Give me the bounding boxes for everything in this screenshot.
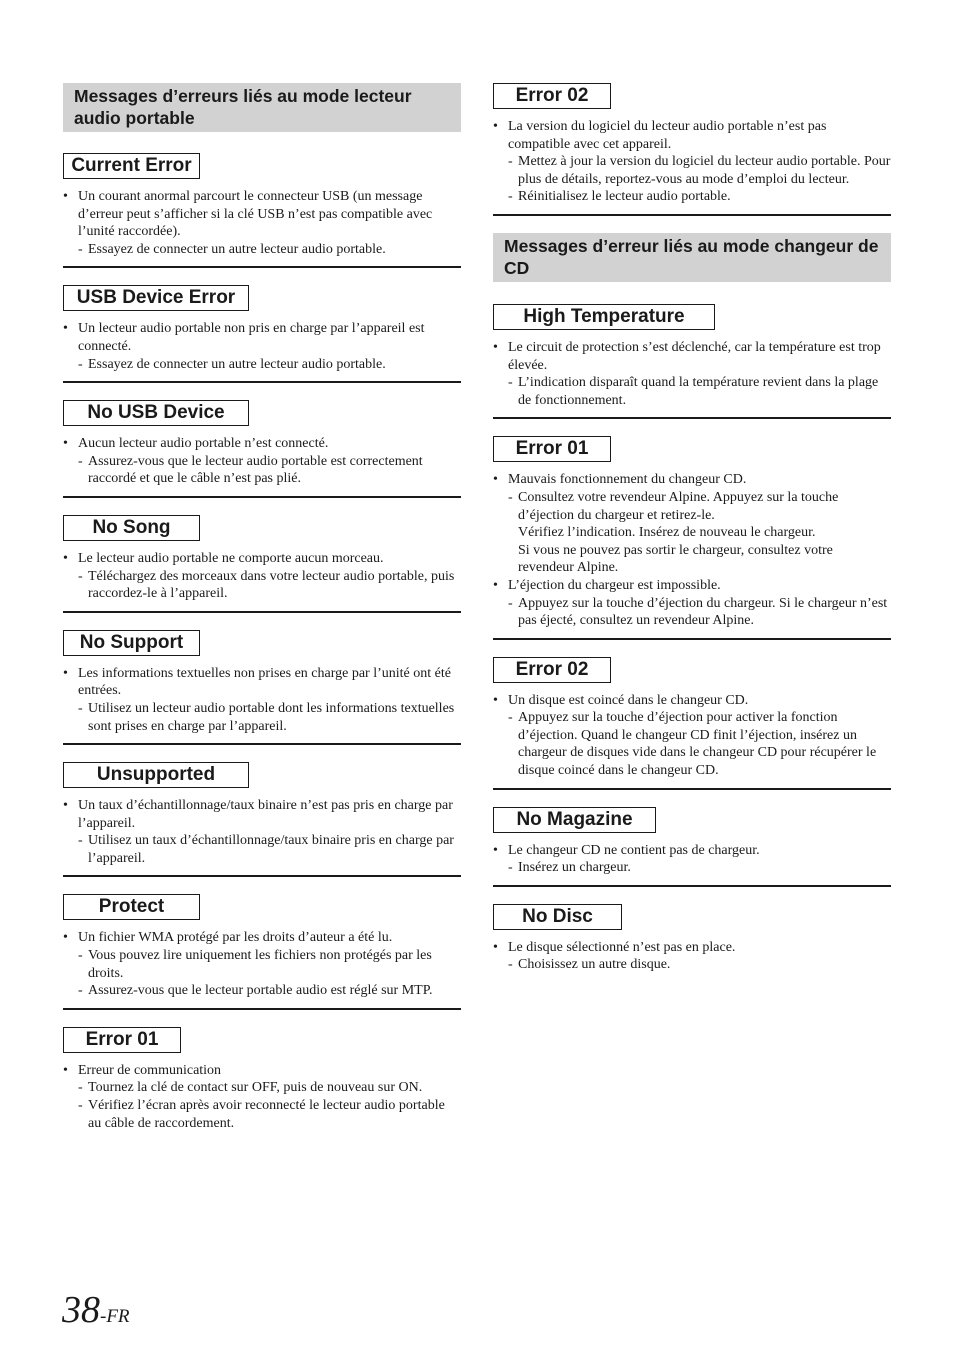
error-entry	[63, 400, 461, 498]
error-title: Error 02	[493, 83, 611, 109]
bullet-item: • Un fichier WMA protégé par les droits d’auteur a été lu.	[63, 929, 461, 947]
error-entry	[493, 657, 891, 790]
left-entries	[63, 153, 461, 1140]
error-title: High Temperature	[493, 304, 715, 330]
remedy-item: - Insérez un chargeur.	[493, 859, 891, 877]
bullet-item: • L’éjection du chargeur est impossible.	[493, 577, 891, 595]
error-entry	[63, 515, 461, 613]
remedy-item: - Assurez-vous que le lecteur audio portable est correctement raccordé et que le câble n’est pas plié.	[63, 453, 461, 488]
page-number-suffix: -FR	[100, 1306, 130, 1327]
bullet-item: • Mauvais fonctionnement du changeur CD.	[493, 471, 891, 489]
error-title: Current Error	[63, 153, 200, 179]
bullet-item: • Le disque sélectionné n’est pas en place.	[493, 939, 891, 957]
remedy-item: - Téléchargez des morceaux dans votre lecteur audio portable, puis raccordez-le à l’appareil.	[63, 568, 461, 603]
bullet-item: • Le circuit de protection s’est déclenché, car la température est trop élevée.	[493, 339, 891, 374]
remedy-item: - Choisissez un autre disque.	[493, 956, 891, 974]
remedy-item: - Réinitialisez le lecteur audio portable.	[493, 188, 891, 206]
section-heading-portable-audio: Messages d’erreurs liés au mode lecteur audio portable	[63, 83, 461, 132]
error-description	[63, 665, 461, 735]
right-entries	[493, 304, 891, 982]
error-description	[63, 1062, 461, 1132]
remedy-item: - Essayez de connecter un autre lecteur audio portable.	[63, 356, 461, 374]
error-entry	[63, 1027, 461, 1140]
error-description	[63, 929, 461, 999]
bullet-item: • Un courant anormal parcourt le connecteur USB (un message d’erreur peut s’afficher si la clé USB n’est pas compatible avec l’unité raccordée).	[63, 188, 461, 241]
right-top-entries	[493, 83, 891, 216]
error-entry	[493, 436, 891, 639]
remedy-item: - Essayez de connecter un autre lecteur audio portable.	[63, 241, 461, 259]
remedy-item: - Assurez-vous que le lecteur portable audio est réglé sur MTP.	[63, 982, 461, 1000]
error-title: No USB Device	[63, 400, 249, 426]
right-column	[493, 83, 891, 999]
error-description	[493, 118, 891, 206]
remedy-continuation: Vérifiez l’indication. Insérez de nouveau le chargeur.	[518, 525, 816, 541]
bullet-item: • Erreur de communication	[63, 1062, 461, 1080]
section-heading-cd-changer: Messages d’erreur liés au mode changeur de CD	[493, 233, 891, 282]
bullet-item: • Aucun lecteur audio portable n’est connecté.	[63, 435, 461, 453]
remedy-item: - Consultez votre revendeur Alpine. Appuyez sur la touche d’éjection du chargeur et retirez-le.	[493, 489, 891, 524]
error-title: No Disc	[493, 904, 622, 930]
error-description	[493, 842, 891, 877]
remedy-item: - Mettez à jour la version du logiciel du lecteur audio portable. Pour plus de détails, reportez-vous au mode d’emploi du lecteur.	[493, 153, 891, 188]
bullet-item: • Un lecteur audio portable non pris en charge par l’appareil est connecté.	[63, 320, 461, 355]
remedy-item: - L’indication disparaît quand la température revient dans la plage de fonctionnement.	[493, 374, 891, 409]
error-entry	[63, 153, 461, 268]
left-column	[63, 83, 461, 1157]
bullet-item: • Un taux d’échantillonnage/taux binaire n’est pas pris en charge par l’appareil.	[63, 797, 461, 832]
error-entry	[493, 807, 891, 887]
error-title: Error 02	[493, 657, 611, 683]
remedy-item: - Utilisez un taux d’échantillonnage/taux binaire pris en charge par l’appareil.	[63, 832, 461, 867]
error-entry	[63, 894, 461, 1009]
remedy-item: - Vérifiez l’écran après avoir reconnecté le lecteur audio portable au câble de raccordement.	[63, 1097, 461, 1132]
error-entry	[493, 83, 891, 216]
bullet-item: • Le lecteur audio portable ne comporte aucun morceau.	[63, 550, 461, 568]
error-description	[63, 797, 461, 867]
remedy-item: - Appuyez sur la touche d’éjection pour activer la fonction d’éjection. Quand le changeur CD finit l’éjection, insérez un chargeur de disques vide dans le changeur CD pour récupérer le disque coincé dans le changeur CD.	[493, 709, 891, 779]
error-description	[493, 339, 891, 409]
bullet-item: • Un disque est coincé dans le changeur CD.	[493, 692, 891, 710]
bullet-item: • Le changeur CD ne contient pas de chargeur.	[493, 842, 891, 860]
error-description	[63, 320, 461, 373]
remedy-item: - Tournez la clé de contact sur OFF, puis de nouveau sur ON.	[63, 1079, 461, 1097]
page-number	[62, 1288, 130, 1339]
error-title: USB Device Error	[63, 285, 249, 311]
error-description	[493, 939, 891, 974]
remedy-item: - Vous pouvez lire uniquement les fichiers non protégés par les droits.	[63, 947, 461, 982]
error-entry	[63, 285, 461, 383]
error-title: Error 01	[493, 436, 611, 462]
error-description	[493, 692, 891, 780]
page-number-value: 38	[62, 1289, 100, 1331]
error-entry	[493, 304, 891, 419]
bullet-item: • Les informations textuelles non prises en charge par l’unité ont été entrées.	[63, 665, 461, 700]
error-entry	[493, 904, 891, 982]
remedy-continuation: Si vous ne pouvez pas sortir le chargeur, consultez votre revendeur Alpine.	[518, 542, 833, 576]
error-description	[63, 188, 461, 258]
error-description	[63, 435, 461, 488]
error-title: No Song	[63, 515, 200, 541]
error-title: No Support	[63, 630, 200, 656]
error-title: No Magazine	[493, 807, 656, 833]
error-entry	[63, 630, 461, 745]
error-description	[63, 550, 461, 603]
remedy-item: - Utilisez un lecteur audio portable dont les informations textuelles sont prises en charge par l’appareil.	[63, 700, 461, 735]
error-description	[493, 471, 891, 629]
error-title: Unsupported	[63, 762, 249, 788]
bullet-item: • La version du logiciel du lecteur audio portable n’est pas compatible avec cet appareil.	[493, 118, 891, 153]
error-entry	[63, 762, 461, 877]
error-title: Error 01	[63, 1027, 181, 1053]
remedy-item: - Appuyez sur la touche d’éjection du chargeur. Si le chargeur n’est pas éjecté, consultez un revendeur Alpine.	[493, 595, 891, 630]
error-title: Protect	[63, 894, 200, 920]
